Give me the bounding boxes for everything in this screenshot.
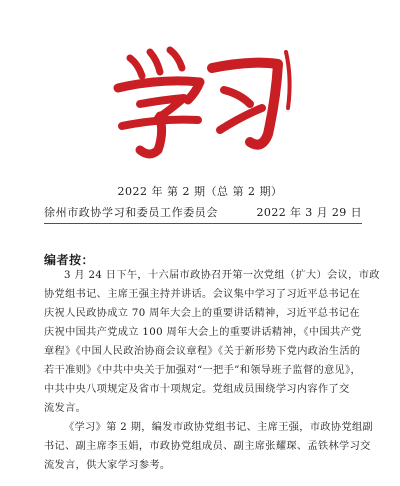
editor-note-paragraph-2 [44, 418, 374, 475]
paragraph-line: 章程》《中国人民政治协商会议章程》《关于新形势下党内政治生活的 [44, 346, 361, 357]
issue-number: 2022 年 第 2 期（总 第 2 期） [117, 185, 283, 198]
paragraph-line: 庆祝中国共产党成立 100 周年大会上的重要讲话精神，《中国共产党 [44, 327, 362, 338]
paragraph-line: 流发言。 [44, 403, 87, 414]
paragraph-line: 书记、副主席李玉娟，市政协党组成员、副主席张耀琛、孟铁林学习交 [44, 441, 371, 452]
paragraph-line: 若干准则》《中共中央关于加强对“一把手”和领导班子监督的意见》， [44, 365, 362, 376]
publisher-line [44, 204, 362, 220]
masthead-calligraphy-logo [100, 38, 300, 168]
issue-date: 2022 年 3 月 29 日 [256, 206, 362, 219]
editor-note-heading: 编者按： [44, 253, 95, 267]
masthead-logo [100, 38, 300, 168]
paragraph-line: 协党组书记、主席王强主持并讲话。会议集中学习了习近平总书记在 [44, 289, 361, 300]
paragraph-line: 流发言，供大家学习参考。 [44, 460, 171, 471]
paragraph-line: 中共中央八项规定及省市十项规定。党组成员围绕学习内容作了交 [44, 384, 350, 395]
paragraph-line: 《学习》第 2 期，编发市政协党组书记、主席王强，市政协党组副 [64, 422, 374, 433]
paragraph-line: 3 月 24 日下午，十六届市政协召开第一次党组（扩大）会议，市政 [64, 270, 380, 281]
header-divider [44, 223, 362, 224]
editor-note-paragraph-1 [44, 266, 380, 418]
publisher-organization: 徐州市政协学习和委员工作委员会 [44, 206, 218, 219]
paragraph-line: 庆祝人民政协成立 70 周年大会上的重要讲话精神，习近平总书记在 [44, 308, 360, 319]
